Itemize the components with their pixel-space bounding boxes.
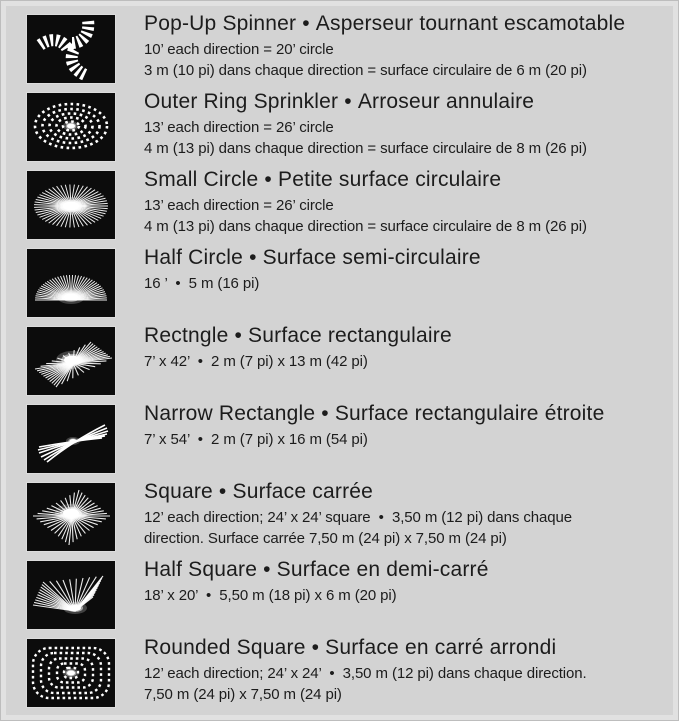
pattern-row [27, 636, 678, 707]
pattern-row [27, 480, 678, 551]
radial-half-square-icon [27, 561, 115, 629]
pattern-description-line: 3 m (10 pi) dans chaque direction = surface circulaire de 6 m (20 pi) [144, 61, 587, 79]
pattern-info [144, 168, 587, 237]
pattern-title-french: Arroseur annulaire [357, 90, 535, 113]
pattern-description-line: 16 ’ • 5 m (16 pi) [144, 274, 260, 292]
pattern-row [27, 324, 678, 395]
pattern-title-english: Outer Ring Sprinkler [144, 90, 339, 113]
pattern-description-line: 18’ x 20’ • 5,50 m (18 pi) x 6 m (20 pi) [144, 586, 397, 604]
pattern-title-english: Rectngle [144, 324, 229, 347]
pattern-list [1, 1, 678, 707]
pinwheel-icon [27, 15, 115, 83]
pattern-description-line: 7,50 m (24 pi) x 7,50 m (24 pi) [144, 685, 342, 703]
title-bullet-separator: • [218, 480, 227, 503]
pattern-title-french: Surface en demi-carré [276, 558, 489, 581]
pattern-row [27, 168, 678, 239]
pattern-description [144, 195, 587, 238]
title-bullet-separator: • [311, 636, 320, 659]
title-bullet-separator: • [234, 324, 243, 347]
title-bullet-separator: • [344, 90, 352, 113]
pattern-description-line: 12’ each direction; 24’ x 24’ square • 3,50 m (12 pi) dans chaque [144, 508, 572, 526]
pattern-title-english: Narrow Rectangle [144, 402, 316, 425]
pattern-title [144, 324, 452, 348]
pattern-info [144, 324, 452, 372]
pattern-thumbnail [27, 15, 115, 83]
pattern-thumbnail [27, 405, 115, 473]
pattern-description-line: 7’ x 42’ • 2 m (7 pi) x 13 m (42 pi) [144, 352, 368, 370]
pattern-description [144, 507, 572, 550]
radial-half-circle-icon [27, 249, 115, 317]
pattern-title-english: Half Square [144, 558, 258, 581]
radial-ellipse-icon [27, 171, 115, 239]
pattern-title [144, 12, 625, 36]
pattern-title-french: Surface carrée [232, 480, 374, 503]
pattern-info [144, 558, 489, 606]
pattern-description-line: 4 m (13 pi) dans chaque direction = surface circulaire de 8 m (26 pi) [144, 139, 587, 157]
title-bullet-separator: • [321, 402, 329, 425]
pattern-description [144, 273, 481, 294]
pattern-title-english: Square [144, 480, 213, 503]
pattern-title [144, 246, 481, 270]
dotted-rings-icon [27, 93, 115, 161]
pattern-description [144, 351, 452, 372]
pattern-thumbnail [27, 249, 115, 317]
pattern-thumbnail [27, 483, 115, 551]
pattern-title [144, 558, 489, 582]
pattern-thumbnail [27, 93, 115, 161]
dotted-rounded-square-icon [27, 639, 115, 707]
pattern-title [144, 402, 604, 426]
pattern-title [144, 168, 587, 192]
pattern-info [144, 402, 604, 450]
pattern-title-french: Surface semi-circulaire [262, 246, 481, 269]
pattern-description-line: direction. Surface carrée 7,50 m (24 pi) x 7,50 m (24 pi) [144, 529, 507, 547]
pattern-row [27, 246, 678, 317]
pattern-title-english: Half Circle [144, 246, 244, 269]
pattern-row [27, 90, 678, 161]
pattern-description-line: 10’ each direction = 20’ circle [144, 40, 334, 58]
pattern-description-line: 7’ x 54’ • 2 m (7 pi) x 16 m (54 pi) [144, 430, 368, 448]
bowtie-icon [27, 405, 115, 473]
pattern-title [144, 636, 587, 660]
pattern-title [144, 480, 572, 504]
pattern-info [144, 90, 587, 159]
pattern-title-french: Surface en carré arrondi [325, 636, 557, 659]
title-bullet-separator: • [302, 12, 310, 35]
pattern-title [144, 90, 587, 114]
pattern-info [144, 12, 625, 81]
pattern-title-french: Surface rectangulaire [248, 324, 452, 347]
pattern-info [144, 480, 572, 549]
pattern-description [144, 429, 604, 450]
pattern-title-french: Asperseur tournant escamotable [315, 12, 626, 35]
pattern-row [27, 558, 678, 629]
title-bullet-separator: • [249, 246, 257, 269]
pattern-description [144, 663, 587, 706]
radial-square-icon [27, 483, 115, 551]
pattern-thumbnail [27, 639, 115, 707]
pattern-thumbnail [27, 327, 115, 395]
pattern-title-french: Surface rectangulaire étroite [334, 402, 605, 425]
pattern-thumbnail [27, 561, 115, 629]
pattern-title-english: Small Circle [144, 168, 259, 191]
pattern-thumbnail [27, 171, 115, 239]
radial-rectangle-icon [27, 327, 115, 395]
pattern-row [27, 402, 678, 473]
title-bullet-separator: • [264, 168, 272, 191]
pattern-description [144, 39, 625, 82]
pattern-title-english: Rounded Square [144, 636, 306, 659]
title-bullet-separator: • [263, 558, 271, 581]
pattern-description-line: 13’ each direction = 26’ circle [144, 196, 334, 214]
pattern-description [144, 585, 489, 606]
pattern-title-french: Petite surface circulaire [277, 168, 502, 191]
pattern-description-line: 13’ each direction = 26’ circle [144, 118, 334, 136]
pattern-info [144, 636, 587, 705]
pattern-description [144, 117, 587, 160]
pattern-description-line: 12’ each direction; 24’ x 24’ • 3,50 m (12 pi) dans chaque direction. [144, 664, 587, 682]
pattern-description-line: 4 m (13 pi) dans chaque direction = surface circulaire de 8 m (26 pi) [144, 217, 587, 235]
pattern-title-english: Pop-Up Spinner [144, 12, 297, 35]
pattern-row [27, 12, 678, 83]
pattern-info [144, 246, 481, 294]
